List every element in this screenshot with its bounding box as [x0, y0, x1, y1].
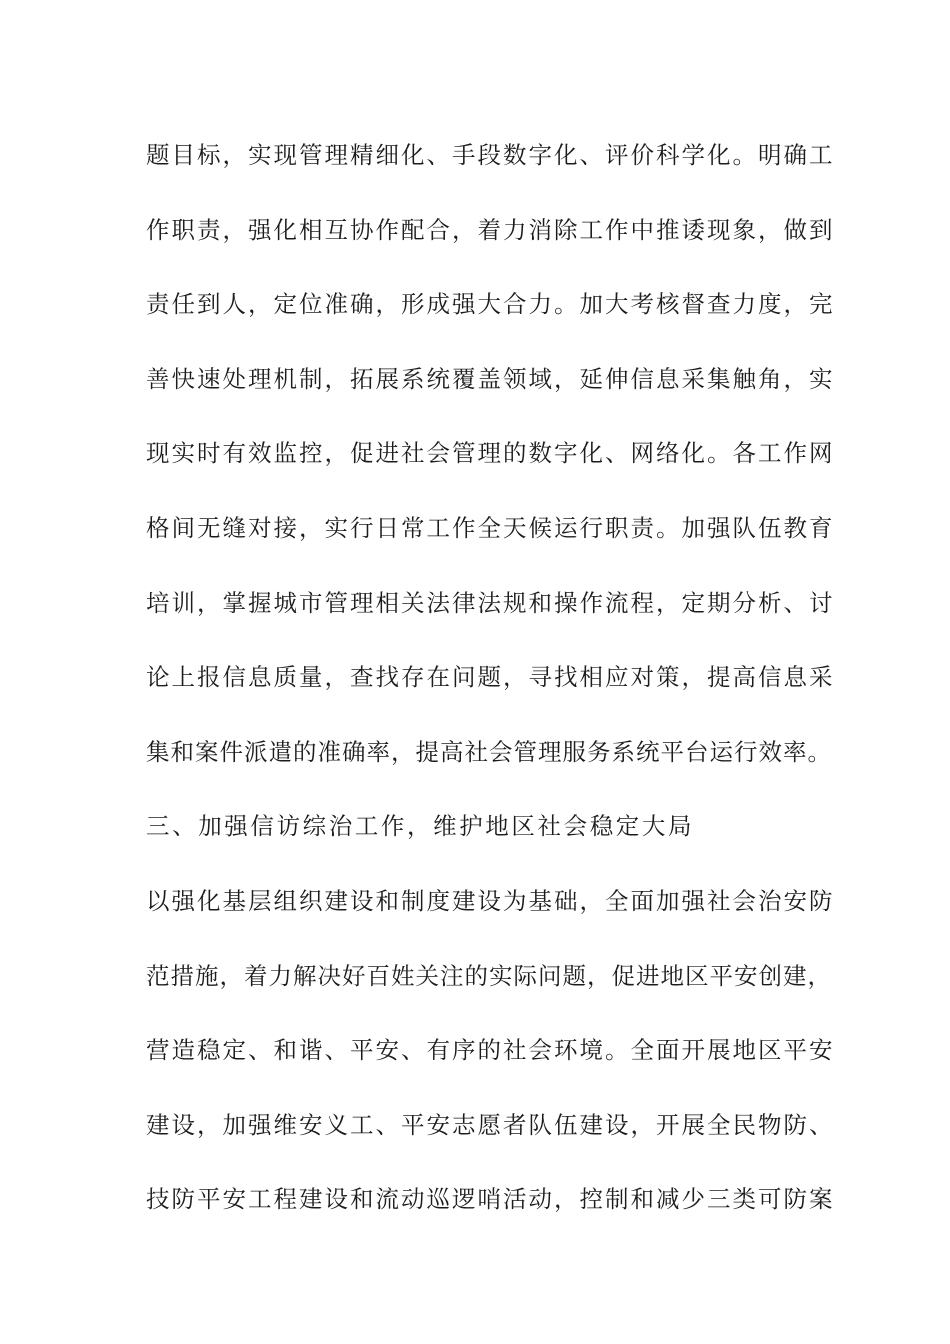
paragraph-line: 格间无缝对接，实行日常工作全天候运行职责。加强队伍教育	[146, 513, 835, 542]
paragraph-line: 题目标，实现管理精细化、手段数字化、评价科学化。明确工	[146, 141, 835, 169]
paragraph-line: 营造稳定、和谐、平安、有序的社会环境。全面开展地区平安	[146, 1036, 835, 1065]
paragraph-line: 责任到人，定位准确，形成强大合力。加大考核督查力度，完	[146, 290, 835, 319]
paragraph-line: 技防平安工程建设和流动巡逻哨活动，控制和减少三类可防案	[146, 1185, 835, 1214]
section-heading: 三、加强信访综治工作，维护地区社会稳定大局	[146, 812, 695, 841]
paragraph-line: 建设，加强维安义工、平安志愿者队伍建设，开展全民物防、	[146, 1110, 835, 1139]
document-body	[146, 137, 836, 1256]
paragraph-line: 现实时有效监控，促进社会管理的数字化、网络化。各工作网	[146, 439, 835, 468]
paragraph-line: 以强化基层组织建设和制度建设为基础，全面加强社会治安防	[146, 886, 835, 915]
paragraph-line: 范措施，着力解决好百姓关注的实际问题，促进地区平安创建，	[146, 961, 832, 990]
paragraph-line: 善快速处理机制，拓展系统覆盖领域，延伸信息采集触角，实	[146, 364, 835, 393]
paragraph-line: 作职责，强化相互协作配合，着力消除工作中推诿现象，做到	[146, 215, 835, 244]
paragraph-line: 集和案件派遣的准确率，提高社会管理服务系统平台运行效率。	[146, 737, 832, 766]
paragraph-line: 论上报信息质量，查找存在问题，寻找相应对策，提高信息采	[146, 663, 835, 692]
paragraph-line: 培训，掌握城市管理相关法律法规和操作流程，定期分析、讨	[146, 588, 835, 617]
